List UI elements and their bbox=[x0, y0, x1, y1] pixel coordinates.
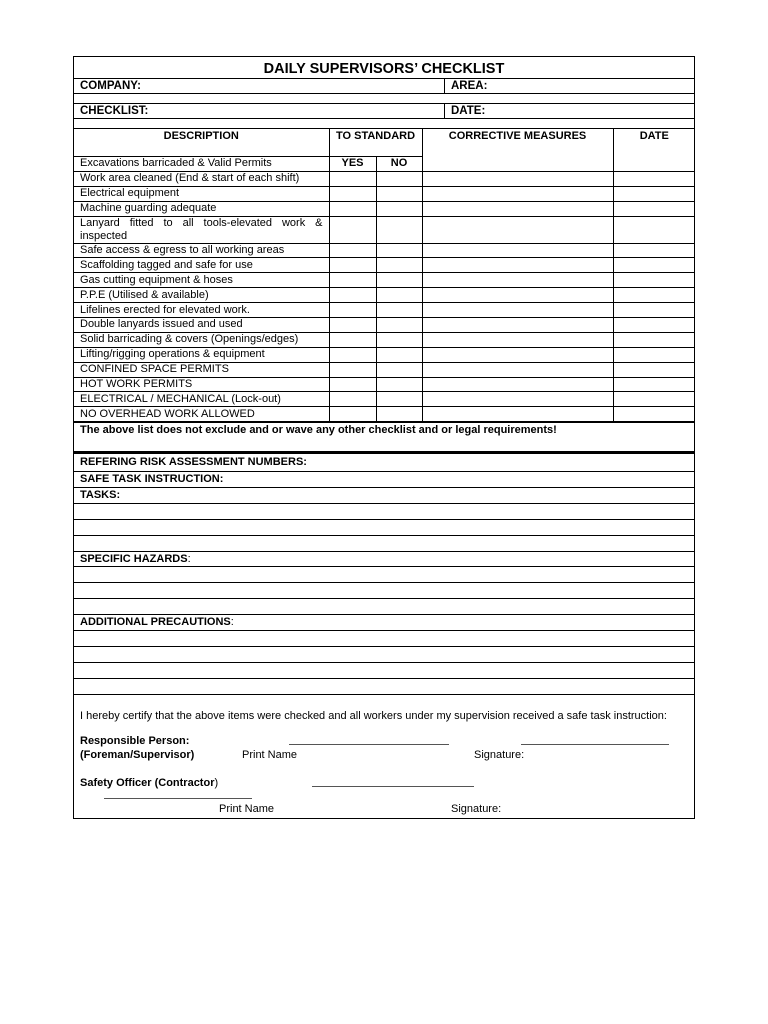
no-cell[interactable] bbox=[376, 273, 422, 288]
item-description: Lifelines erected for elevated work. bbox=[74, 303, 329, 318]
no-cell[interactable] bbox=[376, 332, 422, 347]
date-cell[interactable] bbox=[613, 273, 695, 288]
yes-cell[interactable] bbox=[329, 303, 376, 318]
item-description: Double lanyards issued and used bbox=[74, 318, 329, 333]
table-header-row bbox=[74, 129, 695, 157]
table-row bbox=[74, 273, 695, 288]
checklist-label: CHECKLIST: bbox=[74, 104, 445, 118]
no-cell[interactable] bbox=[376, 171, 422, 186]
safety-officer-name-line bbox=[104, 798, 252, 799]
yes-cell[interactable] bbox=[329, 273, 376, 288]
table-row bbox=[74, 288, 695, 303]
company-label: COMPANY: bbox=[74, 79, 445, 93]
yes-cell[interactable] bbox=[329, 332, 376, 347]
date-cell[interactable] bbox=[613, 362, 695, 377]
item-description: CONFINED SPACE PERMITS bbox=[74, 362, 329, 377]
risk-assessment-label: REFERING RISK ASSESSMENT NUMBERS: bbox=[80, 456, 307, 469]
corrective-cell[interactable] bbox=[422, 318, 613, 333]
hazards-row: SPECIFIC HAZARDS: bbox=[74, 551, 694, 567]
table-row bbox=[74, 171, 695, 186]
blank-line bbox=[74, 535, 694, 551]
no-cell[interactable] bbox=[376, 258, 422, 273]
checklist-table bbox=[74, 128, 695, 422]
date-cell[interactable] bbox=[613, 243, 695, 258]
item-description: Work area cleaned (End & start of each shift) bbox=[74, 171, 329, 186]
yes-cell[interactable] bbox=[329, 258, 376, 273]
tasks-label: TASKS: bbox=[74, 487, 694, 503]
no-cell[interactable] bbox=[376, 201, 422, 216]
corrective-cell[interactable] bbox=[422, 347, 613, 362]
responsible-name-line bbox=[289, 744, 449, 745]
corrective-cell[interactable] bbox=[422, 186, 613, 201]
yes-cell[interactable] bbox=[329, 407, 376, 422]
table-row bbox=[74, 216, 695, 243]
company-area-row bbox=[74, 78, 694, 93]
no-cell[interactable] bbox=[376, 303, 422, 318]
certification-statement: I hereby certify that the above items were checked and all workers under my supervision received a safe task instruction: bbox=[80, 709, 667, 722]
safety-officer-line bbox=[312, 786, 474, 787]
blank-line bbox=[74, 582, 694, 598]
corrective-cell[interactable] bbox=[422, 332, 613, 347]
table-row bbox=[74, 332, 695, 347]
hazards-label: SPECIFIC HAZARDS bbox=[80, 552, 188, 565]
yes-cell[interactable] bbox=[329, 186, 376, 201]
col-yes: YES bbox=[329, 157, 376, 172]
table-row bbox=[74, 303, 695, 318]
item-description: Lanyard fitted to all tools-elevated work & inspected bbox=[74, 216, 329, 243]
corrective-cell[interactable] bbox=[422, 216, 613, 243]
item-description: Lifting/rigging operations & equipment bbox=[74, 347, 329, 362]
date-cell[interactable] bbox=[613, 347, 695, 362]
signature-label: Signature: bbox=[451, 802, 502, 815]
disclaimer-note: The above list does not exclude and or wave any other checklist and or legal requirements! bbox=[74, 422, 694, 451]
blank-strip bbox=[74, 118, 694, 128]
date-cell[interactable] bbox=[613, 186, 695, 201]
table-row bbox=[74, 186, 695, 201]
corrective-cell[interactable] bbox=[422, 407, 613, 422]
item-description: Scaffolding tagged and safe for use bbox=[74, 258, 329, 273]
no-cell[interactable] bbox=[376, 216, 422, 243]
date-cell[interactable] bbox=[613, 377, 695, 392]
corrective-cell[interactable] bbox=[422, 243, 613, 258]
area-label: AREA: bbox=[451, 80, 488, 92]
blank-line bbox=[74, 630, 694, 646]
yes-cell[interactable] bbox=[329, 392, 376, 407]
yes-cell[interactable] bbox=[329, 201, 376, 216]
corrective-cell[interactable] bbox=[422, 392, 613, 407]
corrective-cell[interactable] bbox=[422, 362, 613, 377]
no-cell[interactable] bbox=[376, 362, 422, 377]
no-cell[interactable] bbox=[376, 318, 422, 333]
col-corrective-measures: CORRECTIVE MEASURES bbox=[422, 129, 613, 172]
safe-task-label: SAFE TASK INSTRUCTION: bbox=[74, 471, 694, 487]
item-description: NO OVERHEAD WORK ALLOWED bbox=[74, 407, 329, 422]
yes-cell[interactable] bbox=[329, 243, 376, 258]
item-description: Electrical equipment bbox=[74, 186, 329, 201]
item-description: P.P.E (Utilised & available) bbox=[74, 288, 329, 303]
checklist-form bbox=[73, 56, 695, 819]
col-to-standard: TO STANDARD bbox=[329, 129, 422, 157]
table-row bbox=[74, 407, 695, 422]
col-date: DATE bbox=[613, 129, 695, 172]
no-cell[interactable] bbox=[376, 288, 422, 303]
blank-line bbox=[74, 598, 694, 614]
blank-line bbox=[74, 662, 694, 678]
table-row bbox=[74, 377, 695, 392]
yes-cell[interactable] bbox=[329, 171, 376, 186]
item-description: HOT WORK PERMITS bbox=[74, 377, 329, 392]
date-cell[interactable] bbox=[613, 318, 695, 333]
table-row bbox=[74, 243, 695, 258]
certification-section bbox=[74, 694, 694, 818]
table-row bbox=[74, 201, 695, 216]
item-description: Gas cutting equipment & hoses bbox=[74, 273, 329, 288]
blank-line bbox=[74, 646, 694, 662]
date-cell[interactable] bbox=[613, 332, 695, 347]
date-cell[interactable] bbox=[613, 201, 695, 216]
item-description: ELECTRICAL / MECHANICAL (Lock-out) bbox=[74, 392, 329, 407]
item-description: Safe access & egress to all working areas bbox=[74, 243, 329, 258]
date-cell[interactable] bbox=[613, 392, 695, 407]
corrective-cell[interactable] bbox=[422, 303, 613, 318]
yes-cell[interactable] bbox=[329, 347, 376, 362]
no-cell[interactable] bbox=[376, 392, 422, 407]
yes-cell[interactable] bbox=[329, 216, 376, 243]
item-description: Excavations barricaded & Valid Permits bbox=[74, 157, 329, 172]
corrective-cell[interactable] bbox=[422, 201, 613, 216]
checklist-date-row bbox=[74, 103, 694, 118]
table-row bbox=[74, 362, 695, 377]
item-description: Machine guarding adequate bbox=[74, 201, 329, 216]
no-cell[interactable] bbox=[376, 407, 422, 422]
no-cell[interactable] bbox=[376, 377, 422, 392]
signature-label: Signature: bbox=[474, 748, 525, 761]
blank-strip bbox=[74, 93, 694, 103]
col-no: NO bbox=[376, 157, 422, 172]
corrective-cell[interactable] bbox=[422, 171, 613, 186]
form-title: DAILY SUPERVISORS’ CHECKLIST bbox=[263, 61, 505, 77]
yes-cell[interactable] bbox=[329, 288, 376, 303]
corrective-cell[interactable] bbox=[422, 273, 613, 288]
responsible-person-label: Responsible Person: bbox=[80, 734, 190, 747]
table-row bbox=[74, 258, 695, 273]
no-cell[interactable] bbox=[376, 186, 422, 201]
date-cell[interactable] bbox=[613, 171, 695, 186]
corrective-cell[interactable] bbox=[422, 258, 613, 273]
blank-line bbox=[74, 678, 694, 694]
table-row bbox=[74, 392, 695, 407]
thick-divider bbox=[74, 451, 694, 454]
date-cell[interactable] bbox=[613, 216, 695, 243]
yes-cell[interactable] bbox=[329, 362, 376, 377]
blank-line bbox=[74, 503, 694, 519]
corrective-cell[interactable] bbox=[422, 288, 613, 303]
date-label: DATE: bbox=[451, 105, 486, 117]
print-name-label: Print Name bbox=[219, 802, 275, 815]
blank-line bbox=[74, 566, 694, 582]
date-cell[interactable] bbox=[613, 303, 695, 318]
precautions-row: ADDITIONAL PRECAUTIONS: bbox=[74, 614, 694, 630]
safety-officer-label: Safety Officer (Contractor bbox=[80, 776, 215, 789]
yes-cell[interactable] bbox=[329, 318, 376, 333]
no-cell[interactable] bbox=[376, 347, 422, 362]
date-cell[interactable] bbox=[613, 407, 695, 422]
date-cell[interactable] bbox=[613, 288, 695, 303]
no-cell[interactable] bbox=[376, 243, 422, 258]
precautions-label: ADDITIONAL PRECAUTIONS bbox=[80, 616, 231, 629]
blank-line bbox=[74, 519, 694, 535]
print-name-label: Print Name bbox=[242, 748, 298, 761]
responsible-signature-line bbox=[521, 744, 669, 745]
col-description: DESCRIPTION bbox=[74, 129, 329, 157]
item-description: Solid barricading & covers (Openings/edges) bbox=[74, 332, 329, 347]
corrective-cell[interactable] bbox=[422, 377, 613, 392]
foreman-label: (Foreman/Supervisor) bbox=[80, 748, 195, 761]
table-row bbox=[74, 347, 695, 362]
date-cell[interactable] bbox=[613, 258, 695, 273]
yes-cell[interactable] bbox=[329, 377, 376, 392]
table-row bbox=[74, 318, 695, 333]
safety-officer-row: Safety Officer (Contractor) bbox=[80, 776, 219, 789]
